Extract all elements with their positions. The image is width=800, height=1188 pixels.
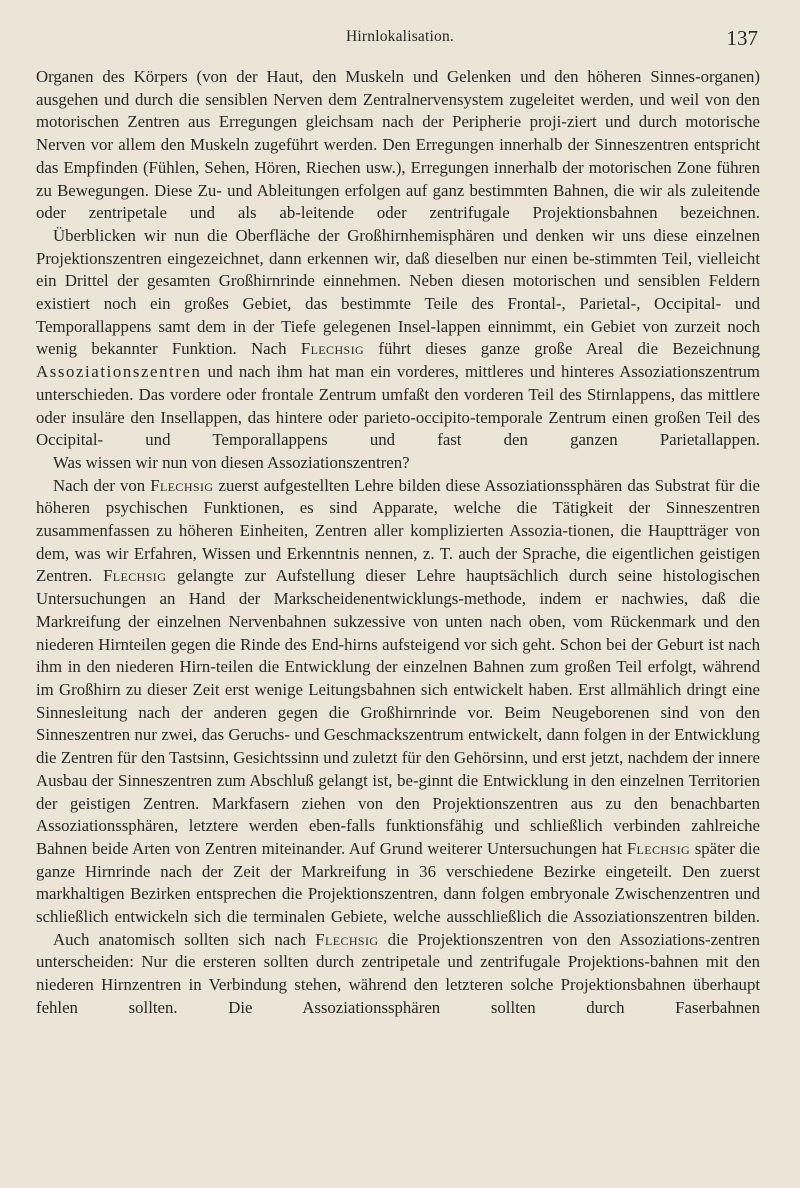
emphasized-term: Assoziationszentren xyxy=(36,362,202,382)
text-run: Nach der von xyxy=(53,475,151,495)
text-run: zuerst aufgestellten Lehre bilden diese Assoziationssphären das Substrat für die höheren psychischen Funktionen, es sind Apparate, welche die Tätigkeit der Sinneszentren zusammenfassen zu höheren Einheiten, Zentren aller komplizierten Assozia-tionen, die Hauptträger von dem, was wir Erfahren, Wissen und Erkenntnis nennen, z. T. auch der Sprache, die eigentlichen geistigen Zentren. xyxy=(36,475,761,586)
page-header xyxy=(36,28,764,54)
text-run: und nach ihm hat man ein vorderes, mittleres und hinteres Assoziationszentrum unterschieden. Das vordere oder frontale Zentrum umfaßt den vorderen Teil des Stirnlappens, das mittlere oder insuläre den Insellappen, das hintere oder parieto-occipito-temporale Zentrum einen großen Teil des Occipital- und Temporallappens und fast den ganzen Parietallappen. xyxy=(36,362,760,450)
page-number: 137 xyxy=(726,26,758,50)
author-name: Flechsig xyxy=(315,929,379,949)
paragraph-4 xyxy=(36,475,760,929)
paragraph-2 xyxy=(36,225,760,452)
text-run: führt dieses ganze große Areal die Bezeichnung xyxy=(364,339,760,359)
author-name: Flechsig xyxy=(150,475,214,495)
running-head: Hirnlokalisation. xyxy=(345,28,454,45)
text-run: gelangte zur Aufstellung dieser Lehre hauptsächlich durch seine histologischen Untersuchungen an Hand der Markscheidenentwicklungs-methode, indem er nachwies, daß die Markreifung der einzelnen Nervenbahnen sukzessive von unten nach oben, vom Rückenmark und den niederen Hirnteilen gegen die Rinde des End-hirns aufsteigend vor sich geht. Schon bei der Geburt ist nach ihm in den niederen Hirn-teilen die Entwicklung der einzelnen Bahnen zum großen Teil erfolgt, während im Großhirn zu dieser Zeit erst wenige Leitungsbahnen sich entwickelt haben. Erst allmählich dringt eine Sinnesleitung nach der anderen gegen die Großhirnrinde vor. Beim Neugeborenen sind von den Sinneszentren nur zwei, das Geruchs- und Geschmackszentrum entwickelt, dann folgen in der Entwicklung die Zentren für den Tastsinn, Gesichtssinn und zuletzt für den Gehörsinn, und erst jetzt, nachdem der innere Ausbau der Sinneszentren zum Abschluß gelangt ist, be-ginnt die Entwicklung in den einzelnen Territorien der geistigen Zentren. Markfasern ziehen von den Projektionszentren aus zu den benachbarten Assoziationssphären, letztere werden eben-falls funktionsfähig und schließlich verbinden zahlreiche Bahnen beide Arten von Zentren miteinander. Auf Grund weiterer Untersuchungen hat xyxy=(36,566,761,858)
author-name: Flechsig xyxy=(103,566,167,586)
body-text xyxy=(36,66,760,1020)
text-run: Überblicken wir nun die Oberfläche der Großhirnhemisphären und denken wir uns diese einzelnen Projektionszentren eingezeichnet, dann erkennen wir, daß dieselben nur einen be-stimmten Teil, vielleicht ein Drittel der gesamten Großhirnrinde einnehmen. Neben diesen motorischen und sensiblen Feldern existiert noch ein großes Gebiet, das bestimmte Teile des Frontal-, Parietal-, Occipital- und Temporallappens samt dem in der Tiefe gelegenen Insel-lappen einnimmt, ein Gebiet von zurzeit noch wenig bekannter Funktion. Nach xyxy=(36,225,760,359)
author-name: Flechsig xyxy=(300,339,365,359)
paragraph-1 xyxy=(36,66,760,225)
paragraph-5 xyxy=(36,929,760,1020)
text-run: Was wissen wir nun von diesen Assoziationszentren? xyxy=(53,452,410,472)
text-run: Auch anatomisch sollten sich nach xyxy=(53,929,316,949)
author-name: Flechsig xyxy=(626,838,691,858)
text-run: die Projektionszentren von den Assoziations-zentren unterscheiden: Nur die ersteren sollten durch zentripetale und zentrifugale Projektions-bahnen mit den niederen Hirnzentren in Verbindung stehen, während den letzteren solche Projektionsbahnen überhaupt fehlen sollten. Die Assoziationssphären sollten durch Faserbahnen xyxy=(36,929,760,1017)
text-run: später die ganze Hirnrinde nach der Zeit der Markreifung in 36 verschiedene Bezirke eingeteilt. Den zuerst markhaltigen Bezirken entsprechen die Projektionszentren, dann folgen embryonale Zwischenzentren und schließlich entwickeln sich die terminalen Gebiete, welche ausschließlich die Assoziationszentren bilden. xyxy=(36,838,760,927)
text-run: Organen des Körpers (von der Haut, den Muskeln und Gelenken und den höheren Sinnes-organen) ausgehen und durch die sensiblen Nerven dem Zentralnervensystem zugeleitet werden, und weil von den motorischen Zentren aus Erregungen gleichsam nach der Peripherie proji-ziert und durch motorische Nerven vor allem den Muskeln zugeführt werden. Den Erregungen innerhalb der Sinneszentren entspricht das Empfinden (Fühlen, Sehen, Hören, Riechen usw.), Erregungen innerhalb der motorischen Zone führen zu Bewegungen. Diese Zu- und Ableitungen erfolgen auf ganz bestimmten Bahnen, die wir als zuleitende oder zentripetale und als ab-leitende oder zentrifugale Projektionsbahnen bezeichnen. xyxy=(36,67,760,223)
paragraph-3 xyxy=(36,452,760,475)
